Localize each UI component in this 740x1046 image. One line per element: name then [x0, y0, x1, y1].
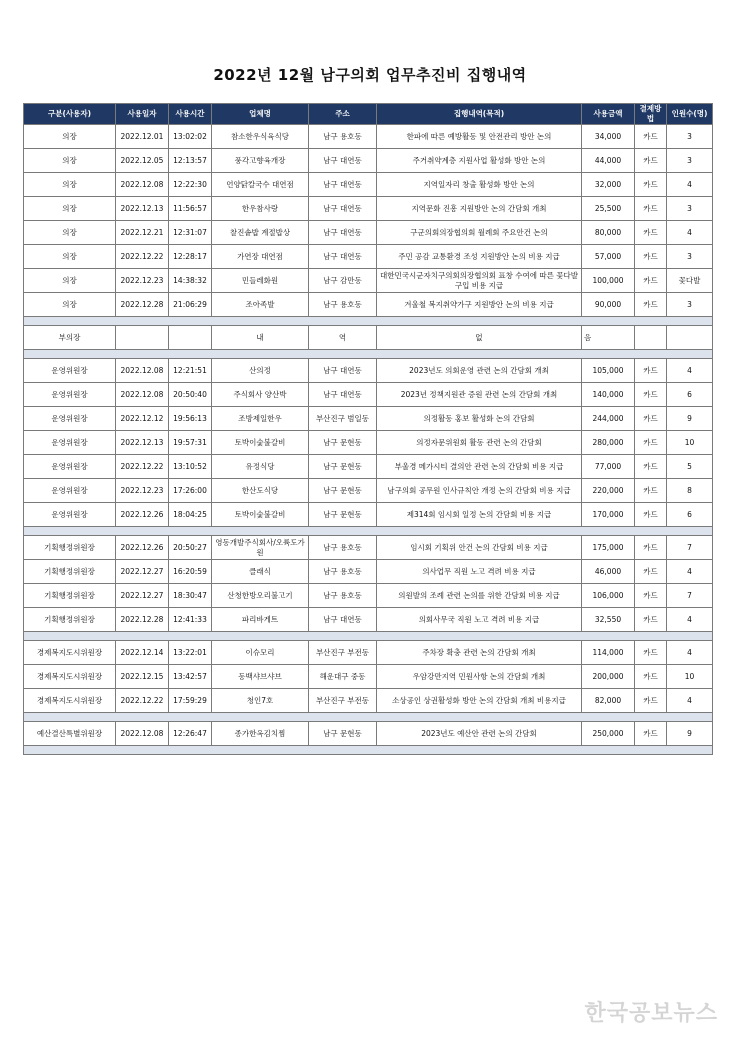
cell-people: 9: [667, 407, 713, 431]
table-row: [24, 125, 713, 149]
cell-purpose: 소상공인 상권활성화 방안 논의 간담회 개최 비용지급: [377, 689, 582, 713]
cell-vendor: 종가한옥김치찜: [212, 722, 309, 746]
cell-address: 남구 용호동: [309, 293, 377, 317]
cell-user: 의장: [24, 197, 116, 221]
separator-cell: [24, 746, 713, 755]
cell-people: 9: [667, 722, 713, 746]
separator-cell: [24, 527, 713, 536]
cell-purpose: 지역일자리 창출 활성화 방안 논의: [377, 173, 582, 197]
cell-payment: 카드: [635, 269, 667, 293]
table-row: [24, 479, 713, 503]
cell-payment: 카드: [635, 383, 667, 407]
cell-purpose: 우암강만지역 민원사항 논의 간담회 개최: [377, 665, 582, 689]
cell-amount: 106,000: [582, 584, 635, 608]
cell-time: 12:22:30: [169, 173, 212, 197]
cell-purpose: 주민 공감 교통환경 조성 지원방안 논의 비용 지급: [377, 245, 582, 269]
group-separator: [24, 746, 713, 755]
cell-time: 12:21:51: [169, 359, 212, 383]
table-row: [24, 641, 713, 665]
table-row: [24, 245, 713, 269]
cell-address: 남구 대연동: [309, 173, 377, 197]
cell-purpose: 지역문화 진흥 지원방안 논의 간담회 개최: [377, 197, 582, 221]
cell-vendor: 산청한방오리불고기: [212, 584, 309, 608]
cell-purpose: 한파에 따른 예방활동 및 안전관리 방안 논의: [377, 125, 582, 149]
cell-people: 6: [667, 383, 713, 407]
table-row: [24, 503, 713, 527]
cell-people: 6: [667, 503, 713, 527]
table-row: [24, 269, 713, 293]
table-row: [24, 293, 713, 317]
cell-user: 의장: [24, 293, 116, 317]
cell-purpose: 부울경 메가시티 결의안 관련 논의 간담회 비용 지급: [377, 455, 582, 479]
table-row: [24, 536, 713, 560]
cell-amount: 44,000: [582, 149, 635, 173]
cell-amount: 100,000: [582, 269, 635, 293]
cell-user: 기획행정위원장: [24, 560, 116, 584]
cell-amount: 46,000: [582, 560, 635, 584]
cell-purpose: 주거취약계층 지원사업 활성화 방안 논의: [377, 149, 582, 173]
cell-amount: 220,000: [582, 479, 635, 503]
cell-amount: 244,000: [582, 407, 635, 431]
cell-address: 남구 대연동: [309, 383, 377, 407]
cell-payment: 카드: [635, 359, 667, 383]
cell-time: 20:50:40: [169, 383, 212, 407]
cell-address: 남구 문현동: [309, 431, 377, 455]
cell-time: 20:50:27: [169, 536, 212, 560]
cell-amount: 57,000: [582, 245, 635, 269]
cell-time: 13:42:57: [169, 665, 212, 689]
no-record-text: 내: [212, 326, 309, 350]
cell-user: 경제복지도시위원장: [24, 689, 116, 713]
cell-amount: 175,000: [582, 536, 635, 560]
table-row: [24, 431, 713, 455]
cell-people: 4: [667, 689, 713, 713]
cell-address: 남구 문현동: [309, 503, 377, 527]
table-row: [24, 665, 713, 689]
cell-date: 2022.12.05: [116, 149, 169, 173]
table-body: [24, 125, 713, 755]
cell-user: 의장: [24, 269, 116, 293]
cell-date: 2022.12.15: [116, 665, 169, 689]
cell-user: 의장: [24, 149, 116, 173]
table-row: [24, 608, 713, 632]
cell-address: 남구 대연동: [309, 149, 377, 173]
cell-payment: 카드: [635, 503, 667, 527]
empty-cell: [169, 326, 212, 350]
cell-amount: 32,550: [582, 608, 635, 632]
cell-address: 남구 용호동: [309, 560, 377, 584]
cell-user: 운영위원장: [24, 455, 116, 479]
cell-vendor: 영동개발주식회사/오륙도가원: [212, 536, 309, 560]
cell-purpose: 2023년 정책지원관 증원 관련 논의 간담회 개최: [377, 383, 582, 407]
cell-purpose: 의사업무 직원 노고 격려 비용 지급: [377, 560, 582, 584]
cell-vendor: 한우참사랑: [212, 197, 309, 221]
table-row: [24, 560, 713, 584]
cell-amount: 90,000: [582, 293, 635, 317]
cell-purpose: 2023년도 예산안 관련 논의 간담회: [377, 722, 582, 746]
cell-payment: 카드: [635, 479, 667, 503]
cell-payment: 카드: [635, 173, 667, 197]
table-row: [24, 455, 713, 479]
cell-time: 21:06:29: [169, 293, 212, 317]
header-row: [24, 104, 713, 125]
cell-people: 7: [667, 584, 713, 608]
cell-people: 10: [667, 665, 713, 689]
cell-people: 4: [667, 359, 713, 383]
cell-purpose: 구군의회의장협의회 월례회 주요안건 논의: [377, 221, 582, 245]
cell-address: 부산진구 부전동: [309, 689, 377, 713]
no-record-text: 없: [377, 326, 582, 350]
cell-payment: 카드: [635, 407, 667, 431]
cell-date: 2022.12.08: [116, 359, 169, 383]
cell-date: 2022.12.13: [116, 431, 169, 455]
cell-people: 4: [667, 221, 713, 245]
cell-payment: 카드: [635, 608, 667, 632]
cell-time: 13:10:52: [169, 455, 212, 479]
no-record-text: 부의장: [24, 326, 116, 350]
cell-vendor: 토박이숯불갈비: [212, 431, 309, 455]
cell-payment: 카드: [635, 536, 667, 560]
cell-payment: 카드: [635, 641, 667, 665]
cell-time: 12:28:17: [169, 245, 212, 269]
cell-address: 남구 문현동: [309, 722, 377, 746]
cell-amount: 80,000: [582, 221, 635, 245]
cell-payment: 카드: [635, 665, 667, 689]
separator-cell: [24, 350, 713, 359]
cell-time: 17:26:00: [169, 479, 212, 503]
cell-people: 3: [667, 245, 713, 269]
table-row: [24, 221, 713, 245]
cell-time: 19:57:31: [169, 431, 212, 455]
group-separator: [24, 632, 713, 641]
col-header-payment: 결제방법: [635, 104, 667, 125]
cell-payment: 카드: [635, 149, 667, 173]
cell-date: 2022.12.01: [116, 125, 169, 149]
cell-user: 운영위원장: [24, 383, 116, 407]
cell-date: 2022.12.26: [116, 536, 169, 560]
cell-date: 2022.12.23: [116, 479, 169, 503]
cell-date: 2022.12.22: [116, 689, 169, 713]
cell-date: 2022.12.28: [116, 293, 169, 317]
cell-vendor: 언양닭칼국수 대연점: [212, 173, 309, 197]
col-header-people: 인원수(명): [667, 104, 713, 125]
cell-date: 2022.12.08: [116, 173, 169, 197]
cell-amount: 250,000: [582, 722, 635, 746]
cell-people: 7: [667, 536, 713, 560]
cell-date: 2022.12.08: [116, 722, 169, 746]
document-title: 2022년 12월 남구의회 업무추진비 집행내역: [213, 66, 527, 84]
cell-address: 남구 대연동: [309, 197, 377, 221]
cell-address: 부산진구 범일동: [309, 407, 377, 431]
cell-time: 11:56:57: [169, 197, 212, 221]
cell-people: 3: [667, 293, 713, 317]
cell-purpose: 의회사무국 직원 노고 격려 비용 지급: [377, 608, 582, 632]
cell-payment: 카드: [635, 455, 667, 479]
cell-payment: 카드: [635, 689, 667, 713]
cell-user: 운영위원장: [24, 359, 116, 383]
cell-people: 4: [667, 560, 713, 584]
expense-table: [23, 103, 713, 755]
cell-address: 남구 문현동: [309, 479, 377, 503]
separator-cell: [24, 317, 713, 326]
table-row: [24, 359, 713, 383]
table-row: [24, 584, 713, 608]
empty-cell: [667, 326, 713, 350]
watermark: 한국공보뉴스: [584, 1001, 718, 1026]
cell-purpose: 제314회 임시회 일정 논의 간담회 비용 지급: [377, 503, 582, 527]
cell-purpose: 남구의회 공무원 인사규칙안 개정 논의 간담회 비용 지급: [377, 479, 582, 503]
cell-address: 남구 대연동: [309, 245, 377, 269]
no-record-text: 역: [309, 326, 377, 350]
cell-date: 2022.12.23: [116, 269, 169, 293]
cell-amount: 140,000: [582, 383, 635, 407]
cell-address: 남구 용호동: [309, 584, 377, 608]
cell-people: 5: [667, 455, 713, 479]
cell-user: 운영위원장: [24, 503, 116, 527]
cell-time: 16:20:59: [169, 560, 212, 584]
cell-date: 2022.12.27: [116, 560, 169, 584]
cell-payment: 카드: [635, 722, 667, 746]
cell-address: 남구 대연동: [309, 608, 377, 632]
cell-vendor: 한산도식당: [212, 479, 309, 503]
cell-amount: 82,000: [582, 689, 635, 713]
cell-user: 의장: [24, 173, 116, 197]
cell-vendor: 풍각고향육개장: [212, 149, 309, 173]
cell-purpose: 의정자문위원회 활동 관련 논의 간담회: [377, 431, 582, 455]
cell-amount: 114,000: [582, 641, 635, 665]
group-separator: [24, 317, 713, 326]
cell-people: 4: [667, 641, 713, 665]
cell-amount: 77,000: [582, 455, 635, 479]
cell-purpose: 대한민국시군자치구의회의장협의회 표창 수여에 따른 꽃다발 구입 비용 지급: [377, 269, 582, 293]
cell-date: 2022.12.08: [116, 383, 169, 407]
cell-purpose: 2023년도 의회운영 관련 논의 간담회 개최: [377, 359, 582, 383]
cell-people: 4: [667, 608, 713, 632]
cell-address: 남구 대연동: [309, 359, 377, 383]
empty-cell: [635, 326, 667, 350]
cell-user: 기획행정위원장: [24, 584, 116, 608]
cell-vendor: 산의정: [212, 359, 309, 383]
cell-time: 12:26:47: [169, 722, 212, 746]
cell-vendor: 조방제일한우: [212, 407, 309, 431]
cell-time: 17:59:29: [169, 689, 212, 713]
table-row: [24, 722, 713, 746]
cell-user: 의장: [24, 221, 116, 245]
cell-address: 남구 용호동: [309, 536, 377, 560]
cell-date: 2022.12.22: [116, 245, 169, 269]
empty-cell: [116, 326, 169, 350]
col-header-time: 사용시간: [169, 104, 212, 125]
cell-vendor: 클래식: [212, 560, 309, 584]
cell-vendor: 조아족발: [212, 293, 309, 317]
cell-vendor: 동백샤브샤브: [212, 665, 309, 689]
cell-user: 기획행정위원장: [24, 536, 116, 560]
cell-payment: 카드: [635, 197, 667, 221]
cell-address: 남구 대연동: [309, 221, 377, 245]
cell-people: 3: [667, 125, 713, 149]
cell-time: 19:56:13: [169, 407, 212, 431]
col-header-purpose: 집행내역(목적): [377, 104, 582, 125]
table-row: [24, 173, 713, 197]
cell-amount: 170,000: [582, 503, 635, 527]
cell-user: 경제복지도시위원장: [24, 665, 116, 689]
cell-time: 12:13:57: [169, 149, 212, 173]
cell-time: 12:31:07: [169, 221, 212, 245]
cell-user: 의장: [24, 245, 116, 269]
group-separator: [24, 527, 713, 536]
table-row: [24, 149, 713, 173]
cell-date: 2022.12.14: [116, 641, 169, 665]
table-row: [24, 689, 713, 713]
cell-user: 의장: [24, 125, 116, 149]
cell-purpose: 의원발의 조례 관련 논의를 위한 간담회 비용 지급: [377, 584, 582, 608]
cell-amount: 32,000: [582, 173, 635, 197]
cell-vendor: 이슈모리: [212, 641, 309, 665]
table-row: [24, 197, 713, 221]
cell-address: 부산진구 부전동: [309, 641, 377, 665]
group-separator: [24, 713, 713, 722]
cell-address: 남구 용호동: [309, 125, 377, 149]
cell-purpose: 주차장 확충 관련 논의 간담회 개최: [377, 641, 582, 665]
cell-time: 13:22:01: [169, 641, 212, 665]
table-row: [24, 407, 713, 431]
cell-people: 4: [667, 173, 713, 197]
cell-payment: 카드: [635, 293, 667, 317]
cell-vendor: 가연장 대연점: [212, 245, 309, 269]
cell-purpose: 임시회 기획위 안건 논의 간담회 비용 지급: [377, 536, 582, 560]
cell-date: 2022.12.22: [116, 455, 169, 479]
cell-vendor: 주식회사 양산박: [212, 383, 309, 407]
cell-time: 12:41:33: [169, 608, 212, 632]
cell-people: 3: [667, 149, 713, 173]
cell-date: 2022.12.28: [116, 608, 169, 632]
cell-user: 예산결산특별위원장: [24, 722, 116, 746]
table-row: [24, 383, 713, 407]
cell-time: 14:38:32: [169, 269, 212, 293]
cell-purpose: 겨울철 복지취약가구 지원방안 논의 비용 지급: [377, 293, 582, 317]
cell-user: 경제복지도시위원장: [24, 641, 116, 665]
cell-date: 2022.12.27: [116, 584, 169, 608]
cell-payment: 카드: [635, 584, 667, 608]
cell-amount: 280,000: [582, 431, 635, 455]
cell-people: 10: [667, 431, 713, 455]
cell-date: 2022.12.13: [116, 197, 169, 221]
cell-vendor: 민들레화원: [212, 269, 309, 293]
cell-user: 기획행정위원장: [24, 608, 116, 632]
col-header-user: 구분(사용자): [24, 104, 116, 125]
cell-time: 18:30:47: [169, 584, 212, 608]
cell-vendor: 파리바게트: [212, 608, 309, 632]
cell-people: 8: [667, 479, 713, 503]
cell-people: 꽃다발: [667, 269, 713, 293]
col-header-address: 주소: [309, 104, 377, 125]
cell-user: 운영위원장: [24, 407, 116, 431]
col-header-vendor: 업체명: [212, 104, 309, 125]
col-header-amount: 사용금액: [582, 104, 635, 125]
cell-vendor: 찰진솥밥 계절밥상: [212, 221, 309, 245]
cell-address: 남구 문현동: [309, 455, 377, 479]
cell-vendor: 참소한우식육식당: [212, 125, 309, 149]
cell-date: 2022.12.26: [116, 503, 169, 527]
separator-cell: [24, 713, 713, 722]
cell-payment: 카드: [635, 431, 667, 455]
no-record-row: [24, 326, 713, 350]
cell-vendor: 토박이숯불갈비: [212, 503, 309, 527]
cell-vendor: 청인7호: [212, 689, 309, 713]
cell-date: 2022.12.21: [116, 221, 169, 245]
cell-date: 2022.12.12: [116, 407, 169, 431]
cell-purpose: 의정활동 홍보 활성화 논의 간담회: [377, 407, 582, 431]
cell-user: 운영위원장: [24, 479, 116, 503]
cell-address: 남구 감만동: [309, 269, 377, 293]
cell-people: 3: [667, 197, 713, 221]
no-record-text: 음: [582, 326, 635, 350]
cell-user: 운영위원장: [24, 431, 116, 455]
cell-amount: 25,500: [582, 197, 635, 221]
cell-payment: 카드: [635, 560, 667, 584]
separator-cell: [24, 632, 713, 641]
cell-vendor: 유정식당: [212, 455, 309, 479]
cell-amount: 34,000: [582, 125, 635, 149]
cell-amount: 200,000: [582, 665, 635, 689]
cell-amount: 105,000: [582, 359, 635, 383]
cell-payment: 카드: [635, 245, 667, 269]
col-header-date: 사용일자: [116, 104, 169, 125]
cell-payment: 카드: [635, 125, 667, 149]
cell-time: 18:04:25: [169, 503, 212, 527]
group-separator: [24, 350, 713, 359]
cell-address: 해운대구 중동: [309, 665, 377, 689]
cell-time: 13:02:02: [169, 125, 212, 149]
cell-payment: 카드: [635, 221, 667, 245]
